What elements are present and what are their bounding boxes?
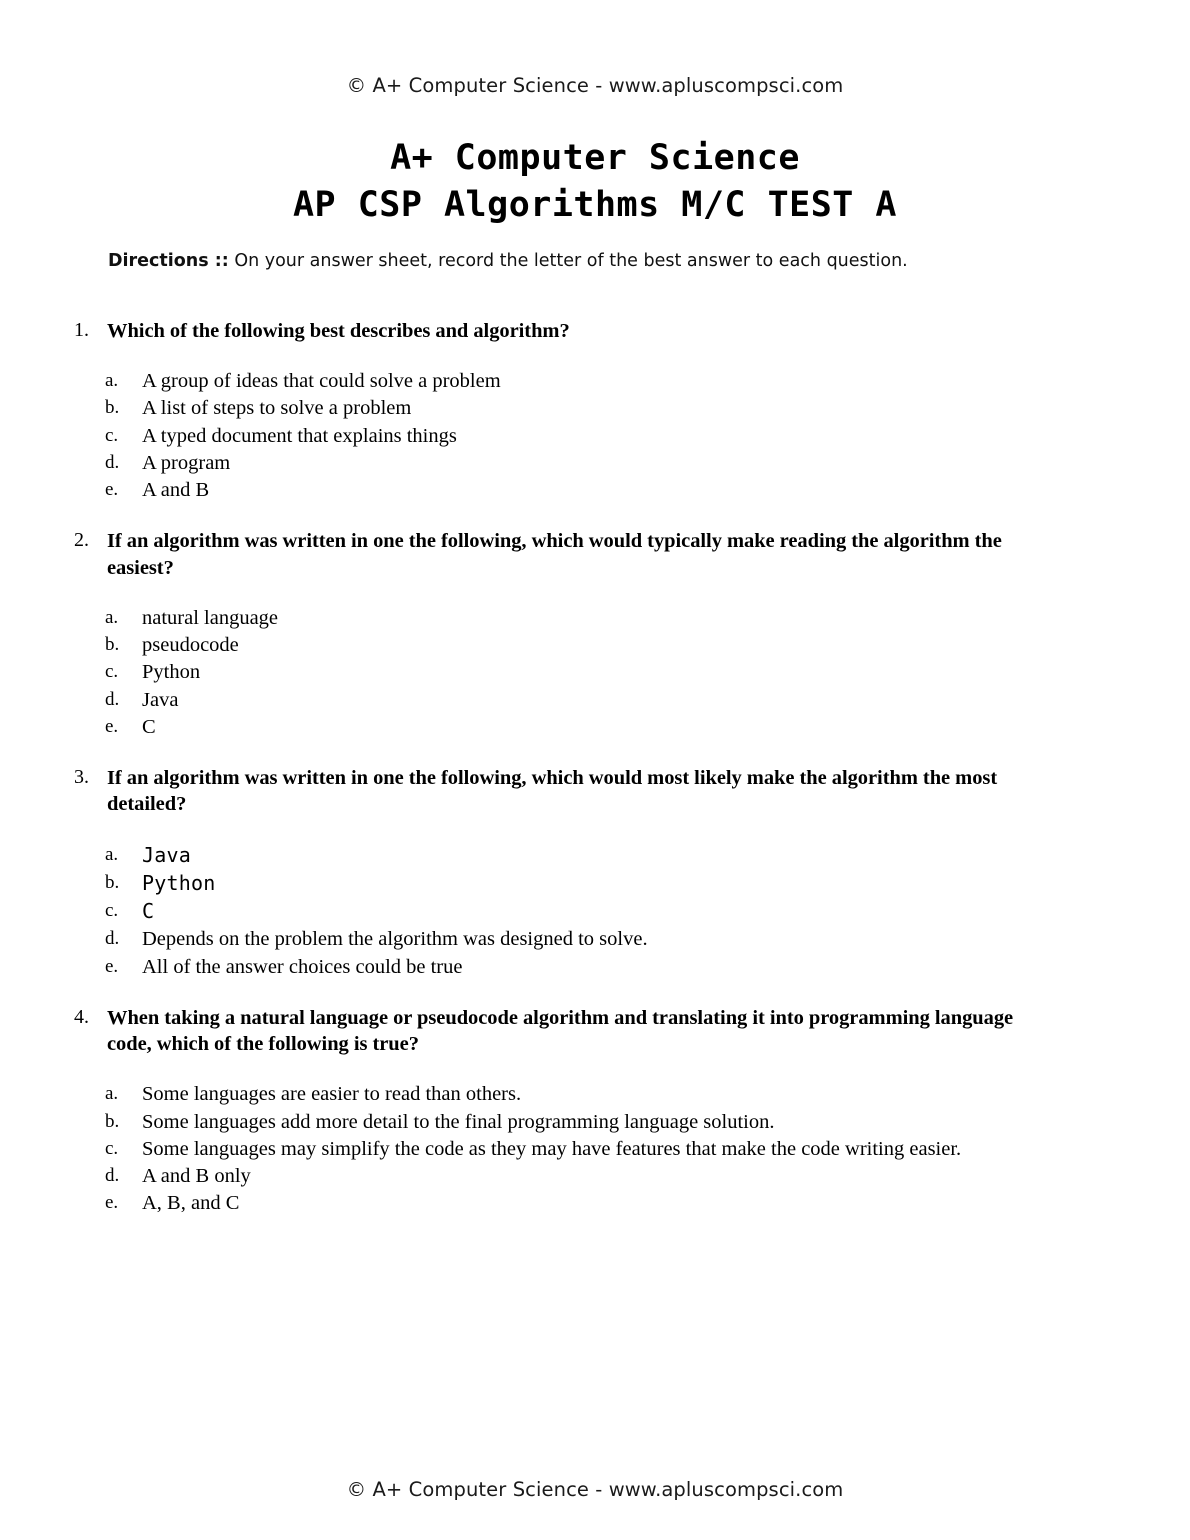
answer-choice[interactable] bbox=[0, 954, 1190, 981]
question-item bbox=[0, 1005, 1190, 1218]
header-running-head: © A+ Computer Science - www.apluscompsci.com bbox=[346, 74, 844, 97]
question-number: 3. bbox=[74, 766, 89, 789]
answer-choice-text: Some languages may simplify the code as they may have features that make the code writing easier. bbox=[142, 1137, 962, 1160]
answer-choice-text: C bbox=[142, 899, 155, 924]
answer-choice-letter: a. bbox=[105, 1083, 119, 1105]
answer-choice[interactable] bbox=[0, 1109, 1190, 1136]
answer-choice-text: natural language bbox=[142, 606, 279, 629]
answer-choice[interactable] bbox=[0, 423, 1190, 450]
answer-choice-letter: d. bbox=[105, 1165, 120, 1187]
answer-choice-text: Depends on the problem the algorithm was designed to solve. bbox=[142, 928, 648, 951]
answer-choice-list bbox=[0, 605, 1190, 741]
answer-choice[interactable] bbox=[0, 1190, 1190, 1217]
answer-choice[interactable] bbox=[0, 632, 1190, 659]
answer-choice-text: Some languages add more detail to the final programming language solution. bbox=[142, 1110, 775, 1133]
question-stem bbox=[0, 765, 1190, 817]
answer-choice-list bbox=[0, 1081, 1190, 1217]
answer-choice-letter: b. bbox=[105, 397, 120, 419]
answer-choice-text: All of the answer choices could be true bbox=[142, 955, 463, 978]
question-number: 4. bbox=[74, 1005, 89, 1028]
question-stem bbox=[0, 318, 1190, 344]
question-stem-text: If an algorithm was written in one the following, which would typically make reading the algorithm the easiest? bbox=[107, 530, 1002, 579]
question-stem-text: When taking a natural language or pseudocode algorithm and translating it into programming language code, which of the following is true? bbox=[107, 1006, 1014, 1056]
answer-choice[interactable] bbox=[0, 1136, 1190, 1163]
answer-choice-text: A program bbox=[142, 451, 231, 474]
question-number: 2. bbox=[74, 529, 89, 552]
answer-choice-letter: c. bbox=[105, 900, 119, 922]
answer-choice[interactable] bbox=[0, 477, 1190, 504]
answer-choice-text: A, B, and C bbox=[142, 1192, 240, 1215]
answer-choice-letter: d. bbox=[105, 928, 120, 950]
answer-choice[interactable] bbox=[0, 714, 1190, 741]
answer-choice[interactable] bbox=[0, 870, 1190, 898]
answer-choice[interactable] bbox=[0, 926, 1190, 953]
directions-text: On your answer sheet, record the letter of the best answer to each question. bbox=[228, 251, 908, 271]
question-stem-text: Which of the following best describes and algorithm? bbox=[107, 320, 570, 342]
answer-choice-letter: c. bbox=[105, 661, 119, 683]
answer-choice-text: Java bbox=[142, 842, 191, 867]
answer-choice-letter: e. bbox=[105, 715, 119, 737]
question-item bbox=[0, 318, 1190, 504]
document-title-line-1: A+ Computer Science bbox=[390, 138, 800, 178]
question-stem bbox=[0, 528, 1190, 580]
answer-choice-text: Python bbox=[142, 870, 216, 895]
answer-choice-text: A typed document that explains things bbox=[142, 424, 457, 447]
answer-choice-text: A list of steps to solve a problem bbox=[142, 397, 412, 420]
answer-choice-letter: b. bbox=[105, 1110, 120, 1132]
footer-running-foot: © A+ Computer Science - www.apluscompsci.com bbox=[346, 1478, 844, 1501]
answer-choice-text: A and B bbox=[142, 479, 210, 502]
answer-choice-letter: b. bbox=[105, 634, 120, 656]
question-stem bbox=[0, 1005, 1190, 1057]
answer-choice[interactable] bbox=[0, 450, 1190, 477]
answer-choice-text: A group of ideas that could solve a problem bbox=[142, 370, 501, 393]
answer-choice-list bbox=[0, 842, 1190, 981]
answer-choice[interactable] bbox=[0, 605, 1190, 632]
questions-list bbox=[0, 318, 1190, 1242]
answer-choice-letter: c. bbox=[105, 1137, 119, 1159]
answer-choice[interactable] bbox=[0, 395, 1190, 422]
answer-choice[interactable] bbox=[0, 898, 1190, 926]
answer-choice-letter: a. bbox=[105, 370, 119, 392]
answer-choice-letter: e. bbox=[105, 479, 119, 501]
answer-choice-letter: a. bbox=[105, 606, 119, 628]
answer-choice-letter: a. bbox=[105, 843, 119, 865]
answer-choice-letter: d. bbox=[105, 688, 120, 710]
answer-choice-letter: b. bbox=[105, 871, 120, 893]
document-title-line-2: AP CSP Algorithms M/C TEST A bbox=[292, 185, 897, 225]
answer-choice-letter: c. bbox=[105, 424, 119, 446]
answer-choice[interactable] bbox=[0, 1081, 1190, 1108]
directions-paragraph bbox=[108, 250, 1068, 273]
question-number: 1. bbox=[74, 319, 89, 341]
answer-choice-text: Java bbox=[142, 688, 179, 711]
answer-choice-text: Python bbox=[142, 661, 201, 684]
answer-choice-text: A and B only bbox=[142, 1165, 251, 1188]
question-stem-text: If an algorithm was written in one the following, which would most likely make the algorithm the most detailed? bbox=[107, 767, 998, 816]
answer-choice-text: C bbox=[142, 715, 156, 738]
answer-choice[interactable] bbox=[0, 842, 1190, 870]
answer-choice[interactable] bbox=[0, 368, 1190, 395]
directions-label: Directions :: bbox=[108, 251, 229, 271]
answer-choice-letter: d. bbox=[105, 451, 120, 473]
answer-choice[interactable] bbox=[0, 1163, 1190, 1190]
question-item bbox=[0, 528, 1190, 741]
question-item bbox=[0, 765, 1190, 981]
answer-choice[interactable] bbox=[0, 659, 1190, 686]
answer-choice[interactable] bbox=[0, 687, 1190, 714]
answer-choice-text: pseudocode bbox=[142, 634, 239, 657]
answer-choice-text: Some languages are easier to read than others. bbox=[142, 1083, 522, 1106]
answer-choice-list bbox=[0, 368, 1190, 504]
answer-choice-letter: e. bbox=[105, 955, 119, 977]
answer-choice-letter: e. bbox=[105, 1192, 119, 1214]
